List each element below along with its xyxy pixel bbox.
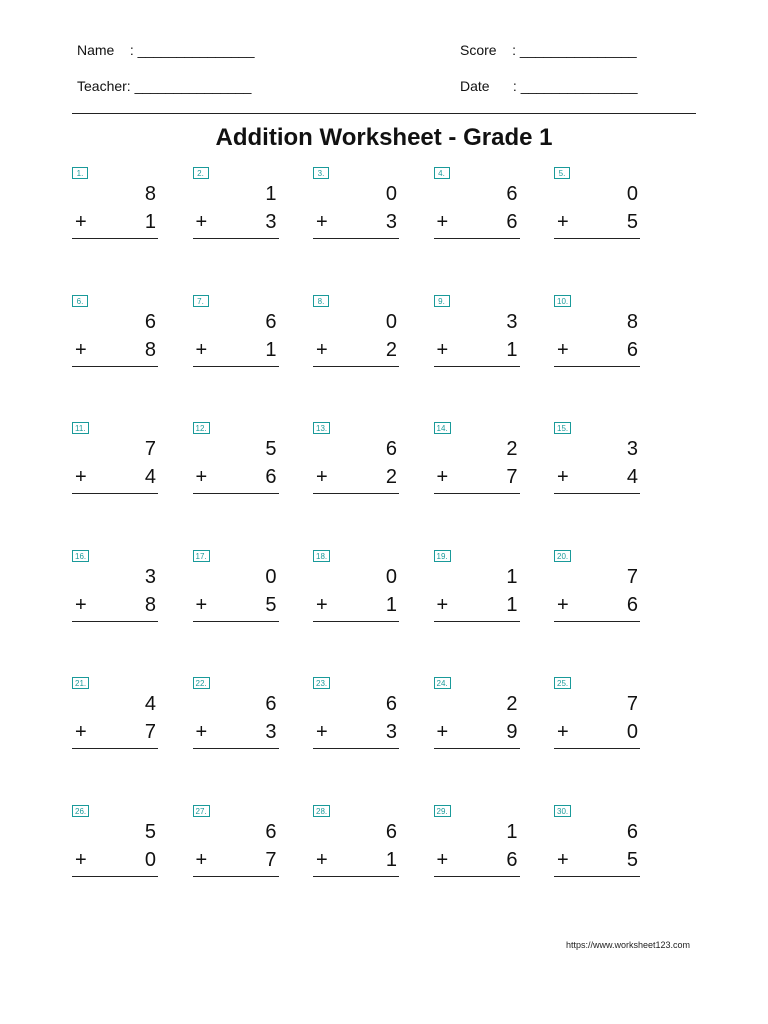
first-addend: 1	[506, 565, 518, 588]
addition-problem	[72, 677, 158, 751]
addition-problem	[72, 805, 158, 879]
problem-number: 6.	[72, 295, 88, 307]
second-addend: 4	[144, 466, 156, 488]
answer-line	[313, 493, 399, 494]
plus-sign: +	[436, 848, 449, 871]
plus-sign: +	[316, 848, 328, 871]
first-addend: 3	[626, 438, 638, 460]
answer-line	[193, 366, 279, 367]
answer-line	[434, 366, 520, 367]
second-addend: 5	[265, 593, 277, 616]
first-addend: 0	[385, 565, 397, 588]
problem-number: 25.	[554, 677, 571, 689]
first-addend: 6	[626, 820, 638, 843]
problem-number: 30.	[554, 805, 571, 817]
problem-number: 15.	[554, 422, 571, 434]
first-addend: 2	[506, 438, 518, 460]
first-addend: 6	[506, 183, 518, 205]
addition-problem	[313, 677, 399, 751]
second-addend: 1	[506, 338, 518, 361]
addition-problem	[313, 295, 399, 369]
footer-url: https://www.worksheet123.com	[565, 940, 690, 950]
addition-problem	[554, 805, 640, 879]
second-addend: 5	[626, 211, 638, 233]
second-addend: 5	[626, 848, 638, 871]
addition-problem	[434, 422, 520, 496]
first-addend: 6	[385, 820, 397, 843]
second-addend: 0	[144, 848, 156, 871]
problem-number: 22.	[193, 677, 210, 689]
problem-number: 27.	[193, 805, 210, 817]
answer-line	[313, 621, 399, 622]
second-addend: 3	[385, 211, 397, 233]
addition-problem	[72, 167, 158, 241]
problem-number: 12.	[193, 422, 210, 434]
addition-problem	[193, 422, 279, 496]
problem-number: 16.	[72, 550, 89, 562]
header-divider	[72, 113, 696, 114]
answer-line	[72, 748, 158, 749]
answer-line	[72, 238, 158, 239]
addition-problem	[313, 167, 399, 241]
addition-problem	[313, 805, 399, 879]
first-addend: 3	[144, 565, 156, 588]
addition-problem	[434, 805, 520, 879]
first-addend: 6	[265, 820, 277, 843]
answer-line	[72, 621, 158, 622]
answer-line	[554, 366, 640, 367]
first-addend: 6	[144, 310, 156, 333]
plus-sign: +	[316, 466, 328, 488]
plus-sign: +	[195, 721, 208, 743]
problem-number: 5.	[554, 167, 570, 179]
plus-sign: +	[75, 721, 87, 743]
problem-number: 17.	[193, 550, 210, 562]
addition-problem	[554, 422, 640, 496]
addition-problem	[554, 167, 640, 241]
first-addend: 5	[265, 438, 277, 460]
addition-problem	[72, 422, 158, 496]
second-addend: 7	[506, 466, 518, 488]
second-addend: 7	[265, 848, 277, 871]
plus-sign: +	[75, 211, 87, 233]
plus-sign: +	[75, 593, 87, 616]
problem-number: 20.	[554, 550, 571, 562]
worksheet-title: Addition Worksheet - Grade 1	[215, 124, 553, 151]
plus-sign: +	[195, 848, 208, 871]
problem-number: 19.	[434, 550, 451, 562]
second-addend: 6	[626, 593, 638, 616]
plus-sign: +	[557, 593, 569, 616]
answer-line	[554, 876, 640, 877]
answer-line	[193, 238, 279, 239]
first-addend: 6	[385, 438, 397, 460]
problem-number: 8.	[313, 295, 329, 307]
plus-sign: +	[436, 211, 449, 233]
second-addend: 7	[144, 721, 156, 743]
problem-number: 9.	[434, 295, 450, 307]
problem-number: 18.	[313, 550, 330, 562]
answer-line	[434, 238, 520, 239]
answer-line	[434, 748, 520, 749]
second-addend: 6	[265, 466, 277, 488]
second-addend: 9	[506, 721, 518, 743]
first-addend: 0	[626, 183, 638, 205]
plus-sign: +	[316, 721, 328, 743]
answer-line	[434, 621, 520, 622]
second-addend: 1	[265, 338, 277, 361]
answer-line	[193, 876, 279, 877]
second-addend: 3	[265, 211, 277, 233]
plus-sign: +	[436, 593, 449, 616]
problem-number: 1.	[72, 167, 88, 179]
plus-sign: +	[557, 338, 569, 361]
answer-line	[193, 748, 279, 749]
answer-line	[72, 493, 158, 494]
plus-sign: +	[557, 211, 569, 233]
problem-number: 26.	[72, 805, 89, 817]
second-addend: 2	[385, 338, 397, 361]
plus-sign: +	[436, 466, 449, 488]
addition-problem	[434, 167, 520, 241]
problem-number: 23.	[313, 677, 330, 689]
plus-sign: +	[557, 721, 569, 743]
answer-line	[554, 493, 640, 494]
problem-number: 29.	[434, 805, 451, 817]
addition-problem	[434, 550, 520, 624]
answer-line	[72, 366, 158, 367]
plus-sign: +	[436, 721, 449, 743]
addition-problem	[72, 295, 158, 369]
plus-sign: +	[195, 593, 208, 616]
addition-problem	[554, 295, 640, 369]
name-field-label: Name : _______________	[77, 42, 255, 58]
answer-line	[434, 876, 520, 877]
plus-sign: +	[557, 848, 569, 871]
problem-number: 11.	[72, 422, 89, 434]
plus-sign: +	[75, 338, 87, 361]
problem-number: 4.	[434, 167, 450, 179]
first-addend: 1	[265, 183, 277, 205]
teacher-field-label: Teacher: _______________	[77, 78, 252, 94]
answer-line	[313, 238, 399, 239]
problem-number: 14.	[434, 422, 451, 434]
answer-line	[193, 621, 279, 622]
answer-line	[313, 366, 399, 367]
problem-number: 21.	[72, 677, 89, 689]
answer-line	[434, 493, 520, 494]
first-addend: 1	[506, 820, 518, 843]
addition-problem	[72, 550, 158, 624]
second-addend: 2	[385, 466, 397, 488]
second-addend: 1	[385, 848, 397, 871]
date-field-label: Date : _______________	[460, 78, 638, 94]
second-addend: 1	[385, 593, 397, 616]
plus-sign: +	[316, 211, 328, 233]
second-addend: 8	[144, 338, 156, 361]
first-addend: 4	[144, 693, 156, 715]
addition-problem	[554, 677, 640, 751]
second-addend: 1	[144, 211, 156, 233]
addition-problem	[434, 295, 520, 369]
second-addend: 1	[506, 593, 518, 616]
plus-sign: +	[316, 338, 328, 361]
first-addend: 8	[626, 310, 638, 333]
second-addend: 4	[626, 466, 638, 488]
plus-sign: +	[195, 211, 208, 233]
problem-number: 13.	[313, 422, 330, 434]
first-addend: 7	[626, 693, 638, 715]
first-addend: 2	[506, 693, 518, 715]
first-addend: 6	[265, 693, 277, 715]
first-addend: 7	[144, 438, 156, 460]
addition-problem	[193, 167, 279, 241]
answer-line	[554, 621, 640, 622]
first-addend: 0	[385, 310, 397, 333]
addition-problem	[313, 550, 399, 624]
addition-problem	[193, 550, 279, 624]
answer-line	[313, 748, 399, 749]
answer-line	[554, 238, 640, 239]
answer-line	[554, 748, 640, 749]
second-addend: 6	[626, 338, 638, 361]
problem-number: 24.	[434, 677, 451, 689]
plus-sign: +	[75, 848, 87, 871]
answer-line	[72, 876, 158, 877]
first-addend: 5	[144, 820, 156, 843]
plus-sign: +	[75, 466, 87, 488]
second-addend: 3	[385, 721, 397, 743]
second-addend: 8	[144, 593, 156, 616]
addition-problem	[554, 550, 640, 624]
addition-problem	[193, 805, 279, 879]
problem-number: 7.	[193, 295, 209, 307]
plus-sign: +	[557, 466, 569, 488]
first-addend: 0	[385, 183, 397, 205]
addition-problem	[434, 677, 520, 751]
second-addend: 6	[506, 848, 518, 871]
first-addend: 8	[144, 183, 156, 205]
second-addend: 0	[626, 721, 638, 743]
answer-line	[313, 876, 399, 877]
plus-sign: +	[195, 338, 208, 361]
addition-problem	[193, 677, 279, 751]
problem-number: 3.	[313, 167, 329, 179]
plus-sign: +	[316, 593, 328, 616]
plus-sign: +	[195, 466, 208, 488]
first-addend: 3	[506, 310, 518, 333]
answer-line	[193, 493, 279, 494]
first-addend: 7	[626, 565, 638, 588]
first-addend: 6	[385, 693, 397, 715]
problem-number: 28.	[313, 805, 330, 817]
first-addend: 6	[265, 310, 277, 333]
addition-problem	[193, 295, 279, 369]
first-addend: 0	[265, 565, 277, 588]
addition-problem	[313, 422, 399, 496]
problem-number: 10.	[554, 295, 571, 307]
problem-number: 2.	[193, 167, 209, 179]
plus-sign: +	[436, 338, 449, 361]
second-addend: 6	[506, 211, 518, 233]
second-addend: 3	[265, 721, 277, 743]
score-field-label: Score : _______________	[460, 42, 637, 58]
